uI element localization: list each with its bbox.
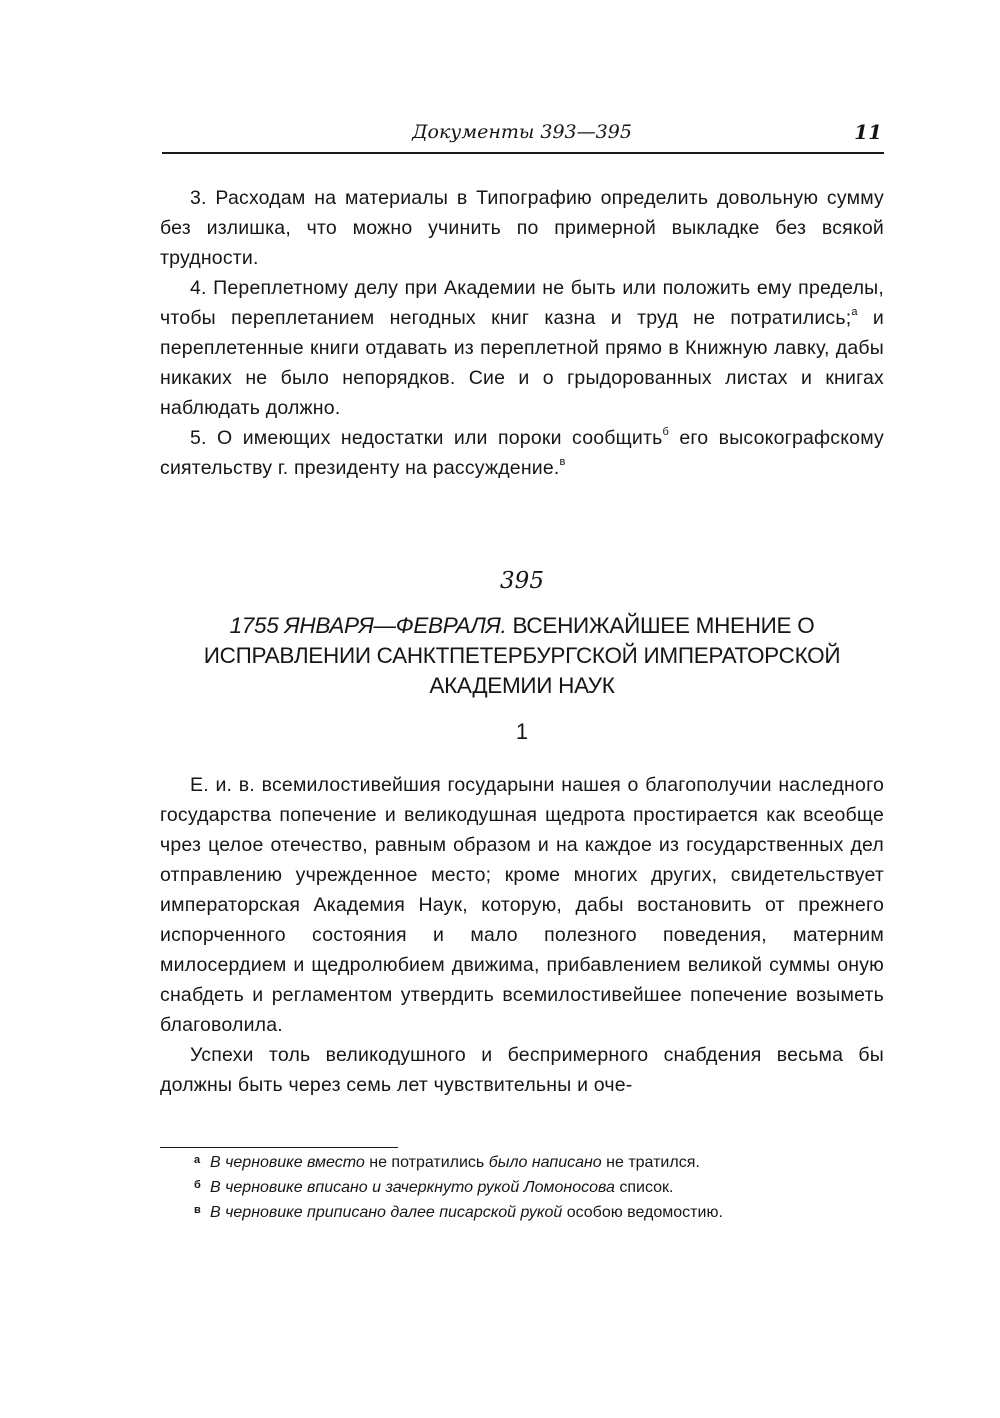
footnote-italic: В черновике вписано и зачеркнуто рукой Ломоносова xyxy=(210,1179,615,1196)
paragraph-5-text-a: 5. О имеющих недостатки или пороки сообщить xyxy=(190,427,663,449)
footnote-ref-b: б xyxy=(662,426,669,438)
running-title: Документы 393—395 xyxy=(412,121,632,143)
doc-394-continuation xyxy=(160,183,884,483)
document-heading xyxy=(160,611,884,701)
paragraph-4 xyxy=(160,273,884,423)
footnote-mark: а xyxy=(194,1154,201,1166)
paragraph-5 xyxy=(160,423,884,483)
footnote-text: особою ведомостию. xyxy=(562,1204,723,1221)
body-paragraph-2: Успехи толь великодушного и беспримерного снабдения весьма бы должны быть через семь лет чувствительны и оче- xyxy=(160,1044,884,1096)
running-head xyxy=(160,118,884,150)
footnote-italic: было написано xyxy=(488,1154,602,1171)
document-title: ВСЕНИЖАЙШЕЕ МНЕНИЕ О ИСПРАВЛЕНИИ САНКТПЕТЕРБУРГСКОЙ ИМПЕРАТОРСКОЙ АКАДЕМИИ НАУК xyxy=(203,613,841,698)
header-rule xyxy=(162,152,884,154)
doc-395-body xyxy=(160,770,884,1100)
footnote-italic: В черновике приписано далее писарской рукой xyxy=(210,1204,563,1221)
footnote-ref-v: в xyxy=(559,456,566,468)
paragraph-4-text-a: 4. Переплетному делу при Академии не быть или положить ему пределы, чтобы переплетанием негодных книг казна и труд не потратились; xyxy=(160,277,884,329)
footnote-text: не потратились xyxy=(364,1154,489,1171)
document-number: 395 xyxy=(500,568,544,594)
footnote-text: не тратился. xyxy=(601,1154,700,1171)
footnote-a xyxy=(160,1150,890,1175)
footnote-ref-a: а xyxy=(851,306,858,318)
footnotes xyxy=(160,1150,890,1225)
footnote-mark: в xyxy=(194,1204,201,1216)
paragraph-3: 3. Расходам на материалы в Типографию определить довольную сумму без излишка, что можно учинить по примерной выкладке без всякой трудности. xyxy=(160,187,884,269)
section-number: 1 xyxy=(515,719,529,744)
footnote-text: список. xyxy=(614,1179,674,1196)
paragraph-4-text-b: и переплетенные книги отдавать из переплетной прямо в Книжную лавку, дабы никаких не было непорядков. Сие и о грыдорованных листах и книгах наблюдать должно. xyxy=(160,307,884,419)
footnote-mark: б xyxy=(194,1179,201,1191)
paragraph-5-text-b: его высокографскому сиятельству г. президенту на рассуждение. xyxy=(160,427,884,479)
document-date: 1755 ЯНВАРЯ—ФЕВРАЛЯ. xyxy=(229,613,507,638)
footnote-italic: В черновике вместо xyxy=(210,1154,365,1171)
page-number: 11 xyxy=(854,120,882,144)
footnote-b xyxy=(160,1175,890,1200)
footnote-v xyxy=(160,1200,890,1225)
body-paragraph-1: Е. и. в. всемилостивейшия государыни нашея о благополучии наследного государства попечение и великодушная щедрота простирается как всеобще чрез целое отечество, равным образом и на каждое из государственных дел отправлению учрежденное место; кроме многих других, свидетельствует императорская Академия Наук, которую, дабы востановить от прежнего испорченного состояния и мало полезного поведения, матерним милосердием и щедролюбием движима, прибавлением великой суммы оную снабдеть и регламентом утвердить всемилостивейшее попечение возыметь благоволила. xyxy=(160,774,884,1036)
